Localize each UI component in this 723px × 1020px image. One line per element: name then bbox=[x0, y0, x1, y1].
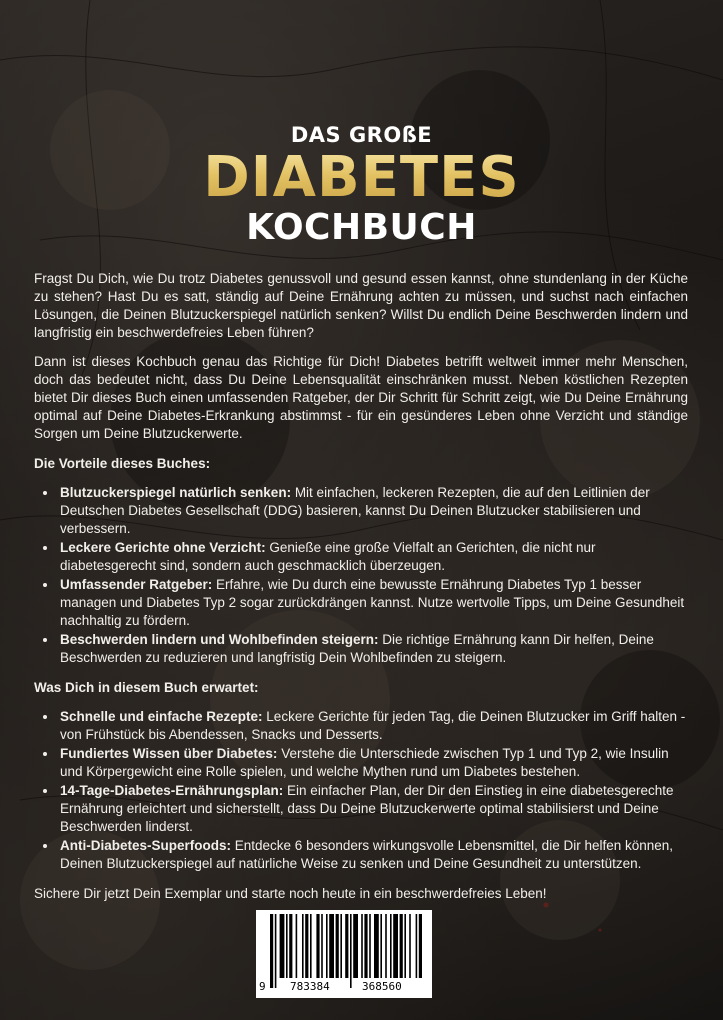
barcode-bar bbox=[296, 914, 298, 978]
expectations-heading: Was Dich in diesem Buch erwartet: bbox=[34, 680, 259, 695]
advantage-item: • Leckere Gerichte ohne Verzicht: Genieße eine große Vielfalt an Gerichten, die nicht nur diabetesgerecht sind, sondern auch geschmacklich überzeugen. bbox=[58, 539, 688, 575]
barcode-bar bbox=[326, 914, 328, 978]
barcode-digits bbox=[256, 980, 432, 996]
blurb-text bbox=[34, 270, 688, 903]
barcode-bar bbox=[416, 914, 418, 978]
expectations-list bbox=[34, 708, 688, 873]
barcode-bar bbox=[385, 914, 387, 978]
advantage-item: • Umfassender Ratgeber: Erfahre, wie Du durch eine bewusste Ernährung Diabetes Typ 1 besser managen und Diabetes Typ 2 sogar zurückdrängen kannst. Nutze wertvolle Tipps, um Deine Gesundheit nachhaltig zu fördern. bbox=[58, 576, 688, 630]
barcode-bar bbox=[289, 914, 292, 978]
barcode-bar bbox=[350, 914, 352, 988]
intro-paragraph-1: Fragst Du Dich, wie Du trotz Diabetes genussvoll und gesund essen kannst, ohne stundenlang in der Küche zu stehen? Hast Du es satt, ständig auf Deine Ernährung achten zu müssen, und suchst nach einfachen Lösungen, die Deinen Blutzuckerspiegel natürlich senken? Willst Du endlich Deine Beschwerden lindern und langfristig ein beschwerdefreies Leben führen? bbox=[34, 271, 688, 340]
advantage-item: • Beschwerden lindern und Wohlbefinden steigern: Die richtige Ernährung kann Dir helfen, Deine Beschwerden zu reduzieren und langfristig Dein Wohlbefinden zu steigern. bbox=[58, 631, 688, 667]
barcode-bar bbox=[361, 914, 363, 978]
barcode-bar bbox=[305, 914, 308, 978]
barcode-bar bbox=[316, 914, 319, 978]
barcode-bar bbox=[336, 914, 339, 978]
barcode-bar bbox=[270, 914, 273, 988]
advantages-heading: Die Vorteile dieses Buches: bbox=[34, 456, 211, 471]
barcode-bar bbox=[404, 914, 406, 978]
intro-paragraph-2: Dann ist dieses Kochbuch genau das Richtige für Dich! Diabetes betrifft weltweit immer mehr Menschen, doch das bedeutet nicht, dass Du Deine Lebensqualität einschränken musst. Neben köstlichen Rezepten bietet Dir dieses Buch einen umfassenden Ratgeber, der Dir Schritt für Schritt zeigt, wie Du Deine Ernährung optimal auf Deine Diabetes-Erkrankung abstimmst - für ein gesünderes Leben ohne Verzicht und ständige Sorgen um Deine Blutzuckerwerte. bbox=[34, 354, 688, 441]
title-line-bottom: KOCHBUCH bbox=[246, 207, 477, 248]
barcode-bar bbox=[419, 914, 422, 978]
barcode-prefix: 9 bbox=[259, 980, 266, 993]
expectation-item: • 14-Tage-Diabetes-Ernährungsplan: Ein einfacher Plan, der Dir den Einstieg in eine diabetesgerechte Ernährung erleichtert und sicherstellt, dass Du Deine Blutzuckerwerte optimal stabilisierst und Deine Beschwerden linderst. bbox=[58, 782, 688, 836]
barcode-bar bbox=[340, 914, 342, 978]
barcode-bar bbox=[380, 914, 382, 978]
advantage-item: • Blutzuckerspiegel natürlich senken: Mit einfachen, leckeren Rezepten, die auf den Leitlinien der Deutschen Diabetes Gesellschaft (DDG) basieren, kannst Du Deinen Blutzucker stabilisieren und verbessern. bbox=[58, 484, 688, 538]
isbn-barcode bbox=[256, 910, 432, 998]
barcode-bar bbox=[302, 914, 304, 978]
closing-line: Sichere Dir jetzt Dein Exemplar und starte noch heute in ein beschwerdefreies Leben! bbox=[34, 886, 547, 901]
barcode-bar bbox=[400, 914, 403, 978]
barcode-bar bbox=[280, 914, 285, 978]
barcode-bar bbox=[390, 914, 392, 978]
barcode-bar bbox=[310, 914, 312, 978]
book-title bbox=[0, 122, 723, 248]
title-line-main: DIABETES bbox=[0, 148, 723, 208]
barcode-bar bbox=[286, 914, 288, 978]
barcode-bar bbox=[369, 914, 371, 978]
barcode-bar bbox=[345, 914, 348, 978]
barcode-bar bbox=[364, 914, 367, 978]
title-line-top: DAS GROßE bbox=[290, 123, 433, 147]
barcode-bar bbox=[321, 914, 323, 978]
barcode-bar bbox=[409, 914, 411, 978]
expectation-item: • Schnelle und einfache Rezepte: Leckere Gerichte für jeden Tag, die Deinen Blutzucker im Griff halten - von Frühstück bis Abendessen, Snacks und Desserts. bbox=[58, 708, 688, 744]
barcode-bar bbox=[329, 914, 334, 978]
expectation-item: • Anti-Diabetes-Superfoods: Entdecke 6 besonders wirkungsvolle Lebensmittel, die Dir helfen können, Deinen Blutzuckerspiegel auf natürliche Weise zu senken und Deine Gesundheit zu unterstützen. bbox=[58, 837, 688, 873]
barcode-bar bbox=[374, 914, 379, 978]
barcode-bar bbox=[275, 914, 277, 988]
barcode-group-1: 783384 bbox=[290, 980, 330, 993]
barcode-bar bbox=[353, 914, 358, 978]
advantages-list bbox=[34, 484, 688, 667]
barcode-group-2: 368560 bbox=[362, 980, 402, 993]
expectation-item: • Fundiertes Wissen über Diabetes: Verstehe die Unterschiede zwischen Typ 1 und Typ 2, wie Insulin und Körpergewicht eine Rolle spielen, und welche Mythen rund um Diabetes bestehen. bbox=[58, 745, 688, 781]
barcode-bar bbox=[393, 914, 398, 978]
